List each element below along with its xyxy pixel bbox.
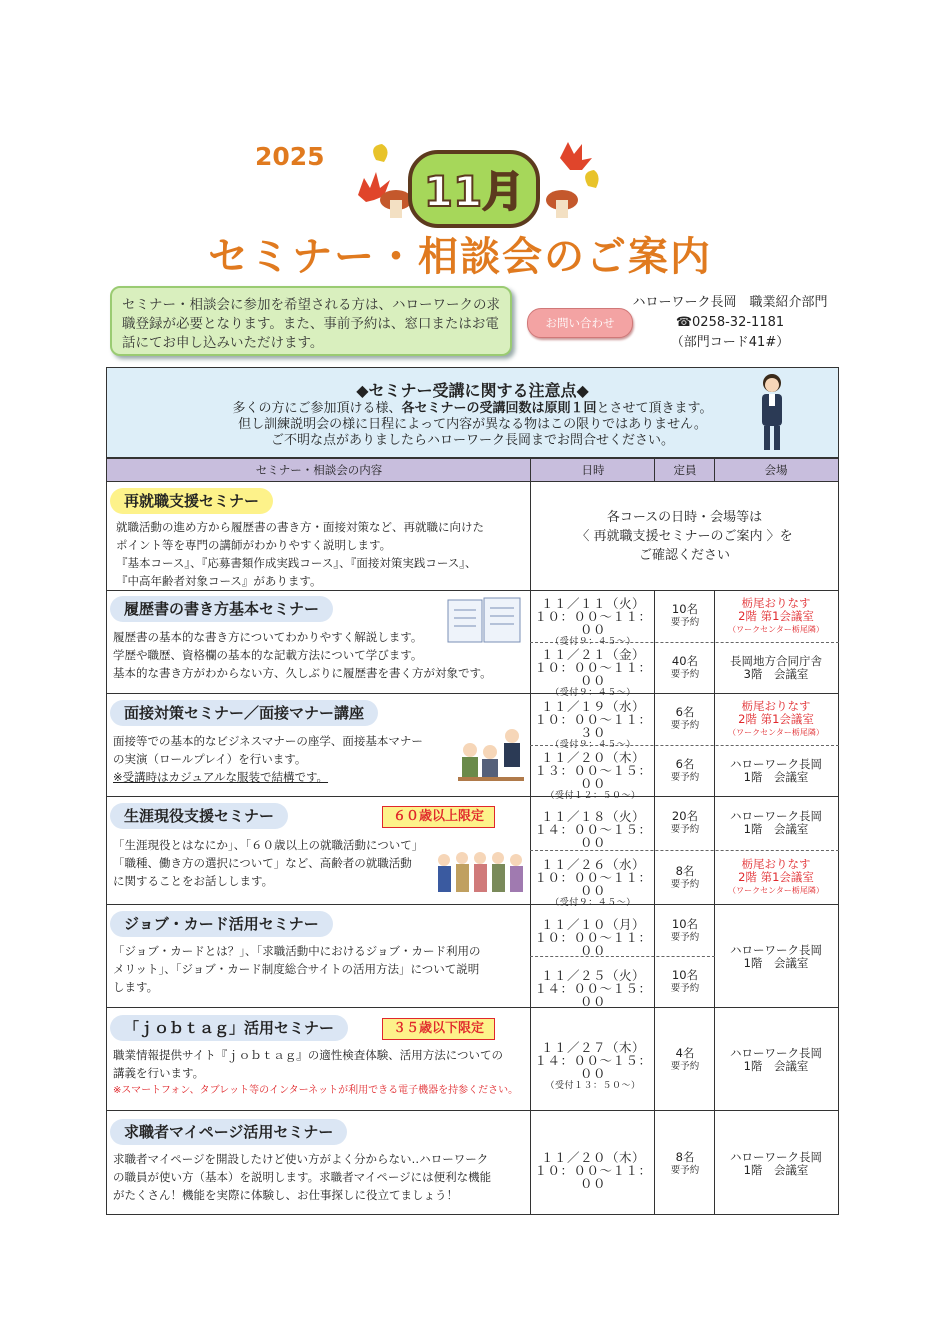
seminar-desc: 履歴書の基本的な書き方についてわかりやすく解説します。 学歴や職歴、資格欄の基本的な記載方法について学びます。 基本的な書き方がわからない方、久しぶりに履歴書を書く方が対象です。 (113, 630, 492, 680)
venue-cell: 栃尾おりなす 2階 第1会議室 （ワークセンター栃尾隣） (728, 699, 824, 737)
date-cell: １１／１１（火） １０：００〜１１：００ （受付９：４５〜） (534, 596, 652, 647)
capacity-cell: 40名 要予約 (670, 654, 700, 680)
table-header (106, 458, 839, 482)
capacity-cell: 10名 要予約 (670, 917, 700, 943)
notes-line-3: ご不明な点がありましたらハローワーク長岡までお問合せください。 (270, 433, 674, 448)
venue-cell: ハローワーク長岡 1階 会議室 (730, 757, 822, 784)
notes-section (106, 367, 839, 458)
capacity-cell: 8名 要予約 (670, 864, 700, 890)
capacity-cell: 20名 要予約 (670, 809, 700, 835)
venue-cell: ハローワーク長岡 1階 会議室 (730, 809, 822, 836)
seminar-title-resume: 履歴書の書き方基本セミナー (110, 596, 333, 622)
contact-tel: ☎0258-32-1181 (675, 315, 785, 330)
date-cell: １１／２０（木） １３：００〜１５：００ （受付１２：５０〜） (534, 750, 652, 801)
seminar-title-reemployment: 再就職支援セミナー (110, 488, 273, 514)
registration-notice: セミナー・相談会に参加を希望される方は、ハローワークの求職登録が必要となります。また、事前予約は、窓口またはお電話にてお申し込みいただけます。 (110, 286, 512, 356)
contact-button[interactable]: お問い合わせ (527, 308, 633, 338)
capacity-cell: 10名 要予約 (670, 968, 700, 994)
ginkgo-leaf-icon (585, 170, 598, 188)
venue-cell: 栃尾おりなす 2階 第1会議室 （ワークセンター栃尾隣） (728, 596, 824, 634)
woman-staff-icon (752, 371, 792, 455)
venue-cell: ハローワーク長岡 1階 会議室 (730, 943, 822, 970)
header-venue: 会場 (764, 463, 788, 477)
venue-cell: ハローワーク長岡 1階 会議室 (730, 1046, 822, 1073)
date-cell: １１／２０（木） １０：００〜１１：００ (534, 1150, 652, 1191)
capacity-cell: 8名 要予約 (670, 1150, 700, 1176)
date-cell: １１／２５（火） １４：００〜１５：００ (534, 968, 652, 1009)
capacity-cell: 4名 要予約 (670, 1046, 700, 1072)
capacity-cell: 10名 要予約 (670, 602, 700, 628)
capacity-cell: 6名 要予約 (670, 705, 700, 731)
seminar-desc: 職業情報提供サイト『ｊｏｂｔａｇ』の適性検査体験、活用方法についての 講義を行います。 ※スマートフォン、タブレット等のインターネットが利用できる電子機器を持参ください。 (113, 1046, 518, 1100)
seminar-title-jobtag: 「ｊｏｂｔａｇ」活用セミナー (110, 1015, 348, 1041)
seminar-desc: 「ジョブ・カードとは？」、「求職活動中におけるジョブ・カード利用の メリット」、「ジョブ・カード制度総合サイトの活用方法」について説明 します。 (113, 944, 481, 994)
contact-code: （部門コード41#） (670, 335, 790, 350)
device-warning: ※スマートフォン、タブレット等のインターネットが利用できる電子機器を持参ください。 (113, 1085, 519, 1096)
seminar-title-interview: 面接対策セミナー／面接マナー講座 (110, 700, 378, 726)
date-cell: １１／２１（金） １０：００〜１１：００ （受付９：４５〜） (534, 647, 652, 698)
notes-line-1: 多くの方にご参加頂ける様、各セミナーの受講回数は原則１回とさせて頂きます。 (232, 401, 713, 416)
venue-cell: 栃尾おりなす 2階 第1会議室 （ワークセンター栃尾隣） (728, 857, 824, 895)
page-title: セミナー・相談会のご案内 (208, 234, 712, 280)
maple-leaf-icon (560, 142, 592, 170)
header-date: 日時 (581, 463, 605, 477)
seniors-group-icon (434, 846, 526, 898)
age-limit-badge: ６０歳以上限定 (382, 806, 495, 828)
date-cell: １１／１０（月） １０：００〜１１：００ (534, 917, 652, 958)
ginkgo-leaf-icon (373, 144, 387, 162)
seminar-desc: 「生涯現役とはなにか」、「６０歳以上の就職活動について」 「職種、働き方の選択について」など、高齢者の就職活動 に関することをお話しします。 (113, 838, 424, 888)
seminar-desc: 求職者マイページを開設したけど使い方がよく分からない‥ハローワーク の職員が使い方（基本）を説明します。求職者マイページには便利な機能 がたくさん！機能を実際に体験し、お仕事探しに役立てましょう！ (113, 1152, 492, 1202)
date-cell: １１／１９（水） １０：００〜１１：３０ （受付９：４５〜） (534, 699, 652, 750)
date-cell: １１／２７（木） １４：００〜１５：００ （受付１３：５０〜） (534, 1040, 652, 1091)
year: 2025 (255, 142, 325, 171)
notes-line-2: 但し訓練説明会の様に日程によって内容が異なる物はこの限りではありません。 (238, 417, 707, 432)
seminar-title-mypage: 求職者マイページ活用セミナー (110, 1119, 347, 1145)
header-capacity: 定員 (673, 463, 697, 477)
seminar-title-lifelong: 生涯現役支援セミナー (110, 803, 288, 829)
date-cell: １１／１８（火） １４：００〜１５：００ (534, 809, 652, 850)
seminar-desc: 面接等での基本的なビジネスマナーの座学、面接基本マナー の実演（ロールプレイ）を行います。 ※受講時はカジュアルな服装で結構です。 (113, 734, 423, 784)
mushroom-icon (546, 190, 578, 218)
date-cell: １１／２６（水） １０：００〜１１：００ （受付９：４５〜） (534, 857, 652, 908)
notes-title: ◆セミナー受講に関する注意点◆ (356, 381, 589, 400)
capacity-cell: 6名 要予約 (670, 757, 700, 783)
interview-people-icon (456, 726, 526, 788)
seminar-title-jobcard: ジョブ・カード活用セミナー (110, 911, 333, 937)
seminar-desc: 就職活動の進め方から履歴書の書き方・面接対策など、再就職に向けた ポイント等を専門の講師がわかりやすく説明します。 『基本コース』、『応募書類作成実践コース』、『面接対策実践コース』、 『中高年齢者対象コース』があります。 (116, 520, 484, 588)
contact-name: ハローワーク長岡 職業紹介部門 (632, 295, 828, 310)
venue-cell: 長岡地方合同庁舎 3階 会議室 (730, 654, 822, 681)
header-content: セミナー・相談会の内容 (255, 463, 383, 477)
venue-cell: ハローワーク長岡 1階 会議室 (730, 1150, 822, 1177)
age-limit-badge: ３５歳以下限定 (382, 1018, 495, 1040)
reemployment-note: 各コースの日時・会場等は 〈 再就職支援セミナーのご案内 〉を ご確認ください (576, 510, 793, 563)
month-badge: 11月 (408, 150, 540, 228)
